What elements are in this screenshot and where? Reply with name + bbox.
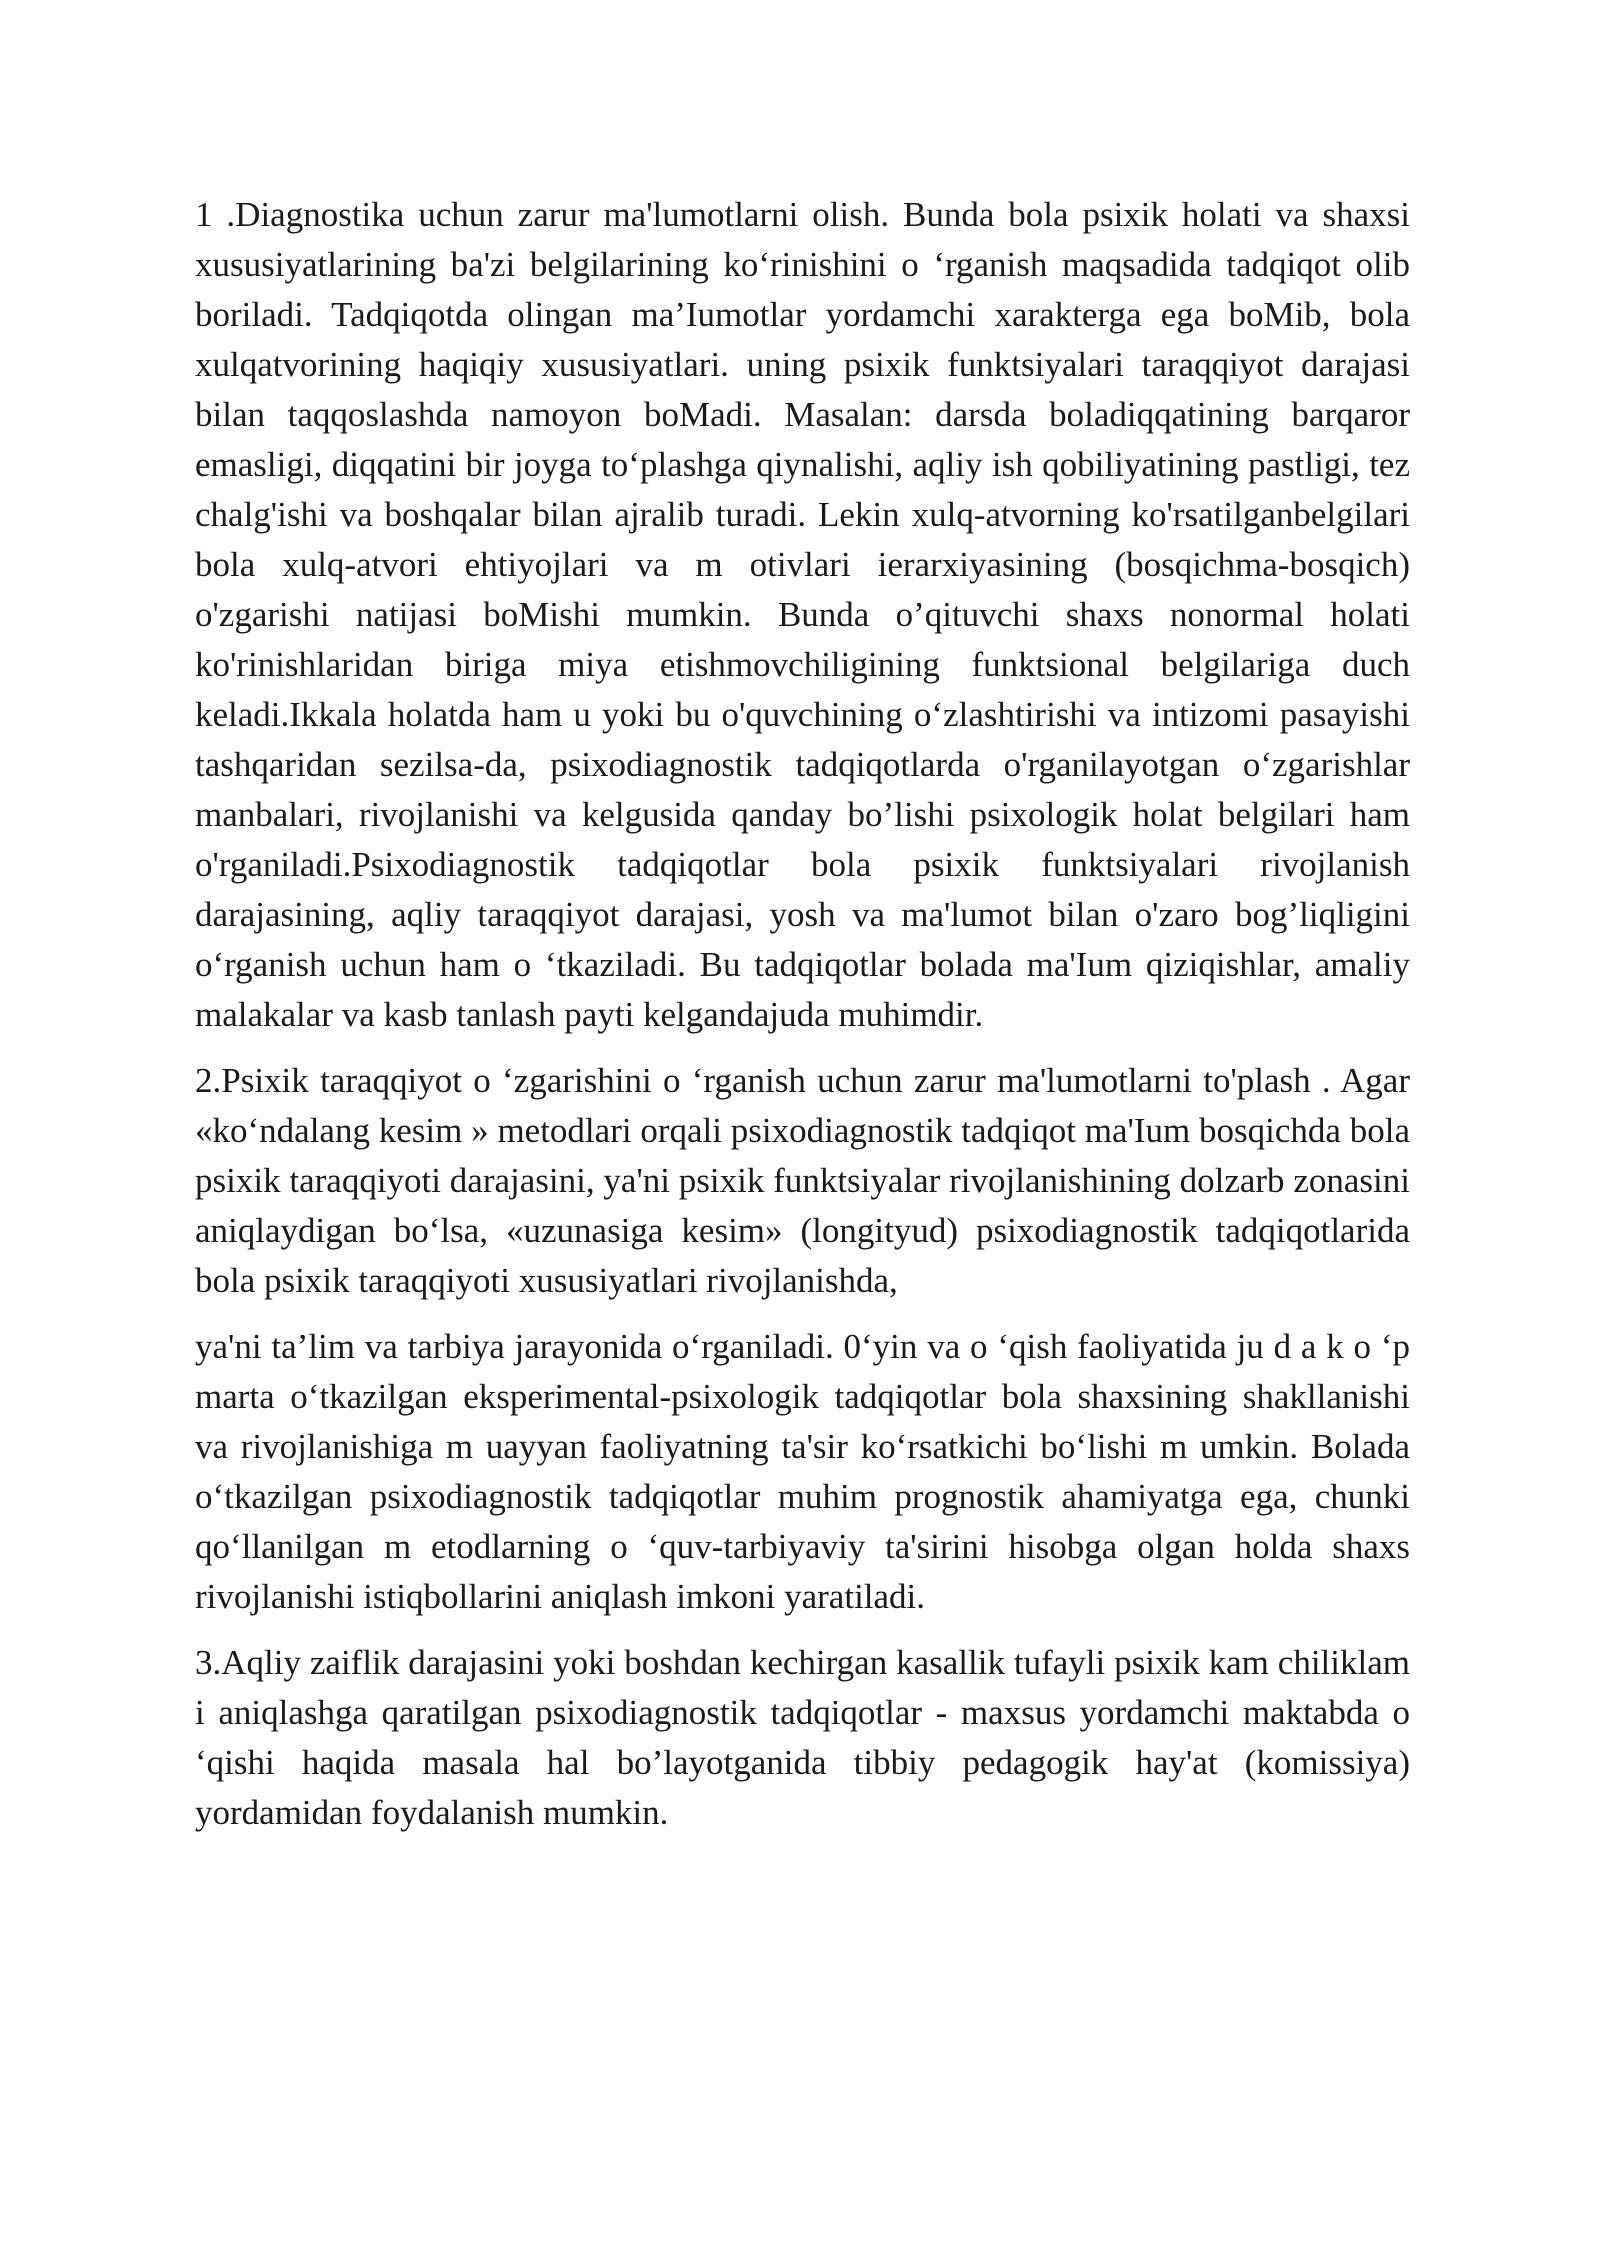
paragraph-diagnostics: 1 .Diagnostika uchun zarur ma'lumotlarni olish. Bunda bola psixik holati va shaxsi xususiyatlarining ba'zi belgilarining ko‘rinishini o ‘rganish maqsadida tadqiqot olib boriladi. Tadqiqotda olingan ma’Iumotlar yordamchi xarakterga ega boMib, bola xulqatvorining haqiqiy xususiyatlari. uning psixik funktsiyalari taraqqiyot darajasi bilan taqqoslashda namoyon boMadi. Masalan: darsda boladiqqatining barqaror emasligi, diqqatini bir joyga to‘plashga qiynalishi, aqliy ish qobiliyatining pastligi, tez chalg'ishi va boshqalar bilan ajralib turadi. Lekin xulq-atvorning ko'rsatilganbelgilari bola xulq-atvori ehtiyojlari va m otivlari ierarxiyasining (bosqichma-bosqich) o'zgarishi natijasi boMishi mumkin. Bunda o’qituvchi shaxs nonormal holati ko'rinishlaridan biriga miya etishmovchiligining funktsional belgilariga duch keladi.Ikkala holatda ham u yoki bu o'quvchining o‘zlashtirishi va intizomi pasayishi tashqaridan sezilsa-da, psixodiagnostik tadqiqotlarda o'rganilayotgan o‘zgarishlar manbalari, rivojlanishi va kelgusida qanday bo’lishi psixologik holat belgilari ham o'rganiladi.Psixodiagnostik tadqiqotlar bola psixik funktsiyalari rivojlanish darajasining, aqliy taraqqiyot darajasi, yosh va ma'lumot bilan o'zaro bog’liqligini o‘rganish uchun ham o ‘tkaziladi. Bu tadqiqotlar bolada ma'Ium qiziqishlar, amaliy malakalar va kasb tanlash payti kelgandajuda muhimdir. — [195, 195, 1410, 1034]
paragraph-development-changes: 2.Psixik taraqqiyot o ‘zgarishini o ‘rganish uchun zarur ma'lumotlarni to'plash . Agar «ko‘ndalang kesim » metodlari orqali psixodiagnostik tadqiqot ma'Ium bosqichda bola psixik taraqqiyoti darajasini, ya'ni psixik funktsiyalar rivojlanishining dolzarb zonasini aniqlaydigan bo‘lsa, «uzunasiga kesim» (longityud) psixodiagnostik tadqiqotlarida bola psixik taraqqiyoti xususiyatlari rivojlanishda, — [195, 1061, 1410, 1300]
paragraph-learning-process: ya'ni ta’lim va tarbiya jarayonida o‘rganiladi. 0‘yin va o ‘qish faoliyatida ju d a k o ‘p marta o‘tkazilgan eksperimental-psixologik tadqiqotlar bola shaxsining shakllanishi va rivojlanishiga m uayyan faoliyatning ta'sir ko‘rsatkichi bo‘lishi m umkin. Bolada o‘tkazilgan psixodiagnostik tadqiqotlar muhim prognostik ahamiyatga ega, chunki qo‘llanilgan m etodlarning o ‘quv-tarbiyaviy ta'sirini hisobga olgan holda shaxs rivojlanishi istiqbollarini aniqlash imkoni yaratiladi. — [195, 1327, 1410, 1616]
paragraph-mental-deficiency: 3.Aqliy zaiflik darajasini yoki boshdan kechirgan kasallik tufayli psixik kam chiliklam i aniqlashga qaratilgan psixodiagnostik tadqiqotlar - maxsus yordamchi maktabda o ‘qishi haqida masala hal bo’layotganida tibbiy pedagogik hay'at (komissiya) yordamidan foydalanish mumkin. — [195, 1643, 1410, 1832]
document-body — [195, 190, 1410, 1854]
